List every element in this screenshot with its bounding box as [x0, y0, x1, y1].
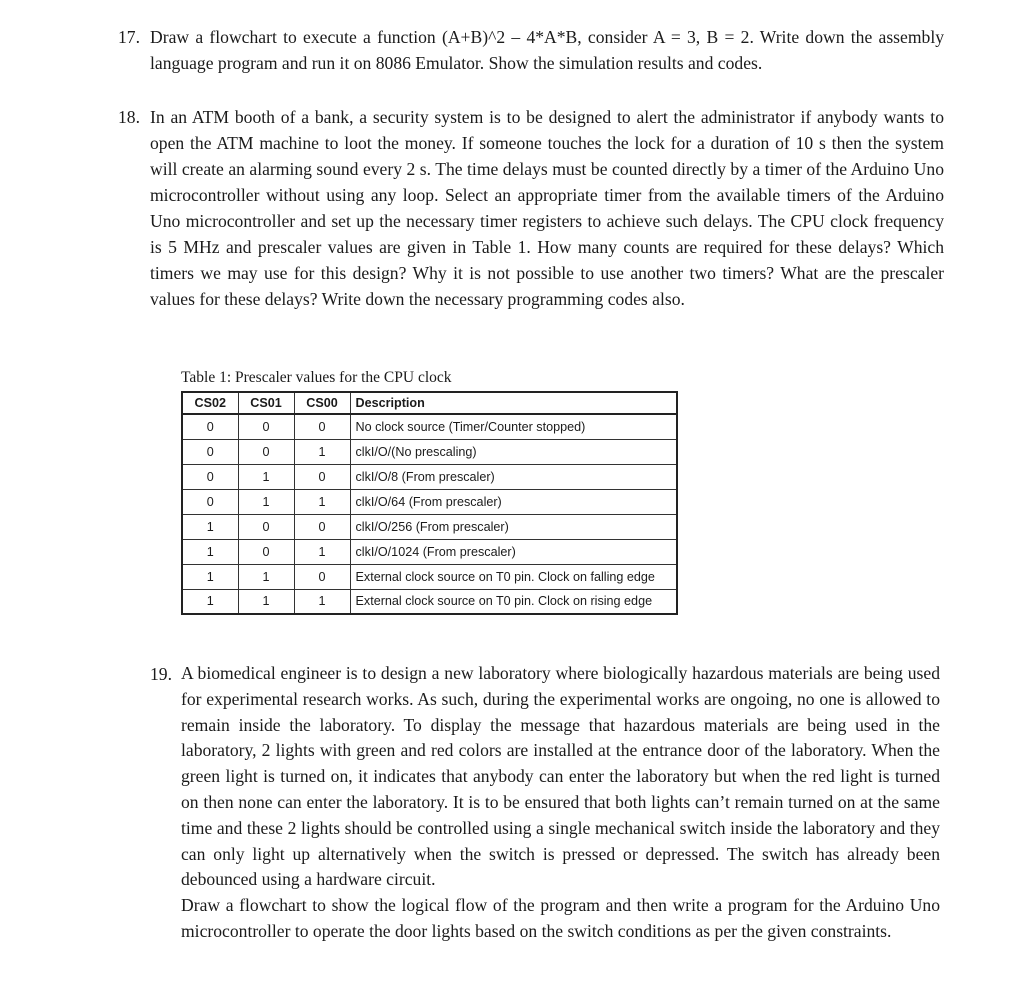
table-cell: clkI/O/8 (From prescaler)	[350, 464, 677, 489]
table-cell: 1	[238, 489, 294, 514]
table-cell: clkI/O/64 (From prescaler)	[350, 489, 677, 514]
table-row	[182, 539, 677, 564]
table-cell: 1	[294, 439, 350, 464]
table-cell: External clock source on T0 pin. Clock on rising edge	[350, 589, 677, 614]
table-cell: 0	[294, 514, 350, 539]
question-text-continued: Draw a flowchart to show the logical flow of the program and then write a program for the Arduino Uno microcontroller to operate the door lights based on the switch conditions as per the given constraints.	[181, 895, 940, 941]
table-cell: 1	[294, 589, 350, 614]
table-row	[182, 464, 677, 489]
question-18	[118, 104, 944, 312]
table-cell: 0	[294, 414, 350, 439]
header-cs01: CS01	[238, 392, 294, 414]
table-cell: 1	[182, 589, 238, 614]
table-cell: clkI/O/256 (From prescaler)	[350, 514, 677, 539]
table-caption: Table 1: Prescaler values for the CPU clock	[181, 369, 452, 386]
table-row	[182, 489, 677, 514]
table-row	[182, 439, 677, 464]
table-row	[182, 589, 677, 614]
table-cell: 0	[238, 539, 294, 564]
table-cell: 0	[182, 414, 238, 439]
question-text: In an ATM booth of a bank, a security system is to be designed to alert the administrator if anybody wants to open the ATM machine to loot the money. If someone touches the lock for a duration of 10 s then the system will create an alarming sound every 2 s. The time delays must be counted directly by a timer of the Arduino Uno microcontroller without using any loop. Select an appropriate timer from the available timers of the Arduino Uno microcontroller and set up the necessary timer registers to achieve such delays. The CPU clock frequency is 5 MHz and prescaler values are given in Table 1. How many counts are required for these delays? Which timers we may use for this design? Why it is not possible to use another two timers? What are the prescaler values for these delays? Write down the necessary programming codes also.	[150, 107, 944, 309]
table-cell: 1	[238, 464, 294, 489]
table-cell: 0	[182, 489, 238, 514]
question-number: 19.	[150, 664, 172, 684]
table-cell: 1	[182, 539, 238, 564]
prescaler-table	[181, 391, 678, 615]
table-cell: External clock source on T0 pin. Clock on falling edge	[350, 564, 677, 589]
table-cell: No clock source (Timer/Counter stopped)	[350, 414, 677, 439]
header-cs00: CS00	[294, 392, 350, 414]
table-row	[182, 514, 677, 539]
question-text: Draw a flowchart to execute a function (A+B)^2 – 4*A*B, consider A = 3, B = 2. Write down the assembly language program and run it on 8086 Emulator. Show the simulation results and codes.	[150, 27, 944, 73]
table-cell: 1	[182, 514, 238, 539]
table-cell: 0	[238, 439, 294, 464]
table-cell: 1	[182, 564, 238, 589]
question-17	[118, 24, 944, 76]
table-cell: 0	[182, 464, 238, 489]
table-cell: 0	[238, 514, 294, 539]
table-cell: 0	[182, 439, 238, 464]
table-cell: 1	[238, 564, 294, 589]
question-number: 17.	[118, 27, 140, 47]
table-row	[182, 414, 677, 439]
question-text: A biomedical engineer is to design a new laboratory where biologically hazardous materials are being used for experimental research works. As such, during the experimental works are ongoing, no one is allowed to remain inside the laboratory. To display the message that hazardous materials are being used in the laboratory, 2 lights with green and red colors are installed at the entrance door of the laboratory. When the green light is turned on, it indicates that anybody can enter the laboratory but when the red light is turned on then none can enter the laboratory. It is to be ensured that both lights can’t remain turned on at the same time and these 2 lights should be controlled using a single mechanical switch inside the laboratory and they can only light up alternatively when the switch is pressed or depressed. The switch has already been debounced using a hardware circuit.	[181, 663, 940, 890]
header-description: Description	[350, 392, 677, 414]
table-cell: 0	[294, 564, 350, 589]
question-19	[150, 661, 940, 945]
table-row	[182, 564, 677, 589]
header-cs02: CS02	[182, 392, 238, 414]
table-cell: 1	[238, 589, 294, 614]
table-cell: 0	[238, 414, 294, 439]
table-cell: 1	[294, 539, 350, 564]
table-cell: clkI/O/1024 (From prescaler)	[350, 539, 677, 564]
table-cell: 0	[294, 464, 350, 489]
table-cell: 1	[294, 489, 350, 514]
table-header-row	[182, 392, 677, 414]
table-cell: clkI/O/(No prescaling)	[350, 439, 677, 464]
question-number: 18.	[118, 107, 140, 127]
